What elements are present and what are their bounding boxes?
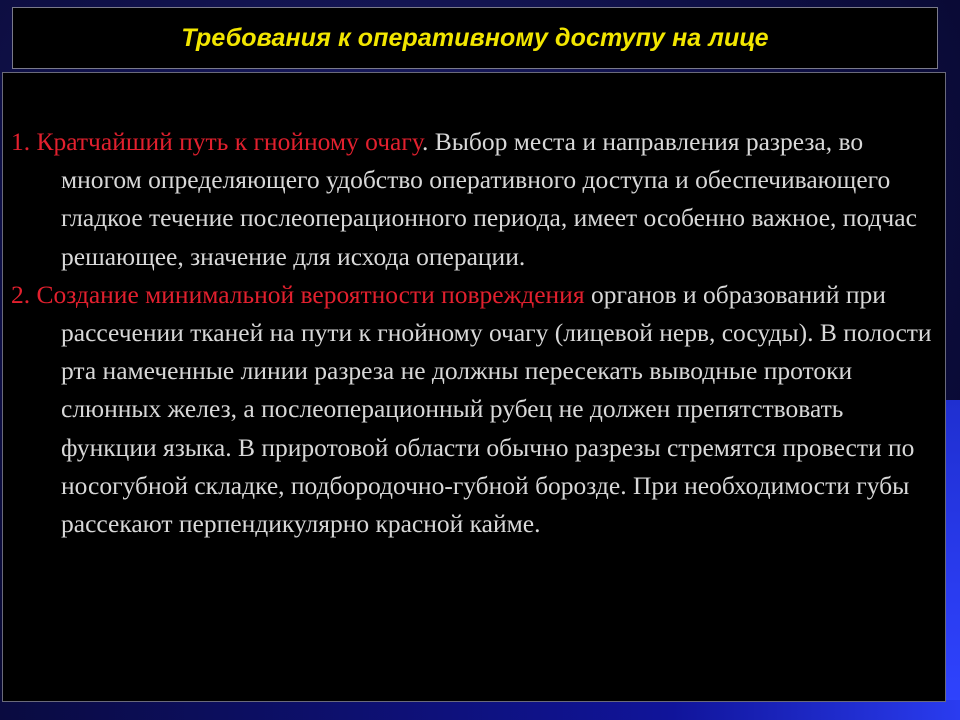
requirement-item-2 <box>11 276 936 543</box>
decorative-bottom-band <box>0 700 960 720</box>
requirement-2-heading: 2. Создание минимальной вероятности повреждения <box>11 279 585 309</box>
slide-title: Требования к оперативному доступу на лице <box>181 23 769 52</box>
slide-content-panel <box>2 72 946 702</box>
requirement-2-body: органов и образований при рассечении тканей на пути к гнойному очагу (лицевой нерв, сосуды). В полости рта намеченные линии разреза не должны пересекать выводные протоки слюнных желез, а послеоперационный рубец не должен препятствовать функции языка. В приротовой области обычно разрезы стремятся провести по носогубной складке, подбородочно-губной борозде. При необходимости губы рассекают перпендикулярно красной кайме. <box>61 279 932 539</box>
slide-title-bar <box>12 7 938 69</box>
requirement-item-1 <box>11 123 936 276</box>
requirement-1-heading: 1. Кратчайший путь к гнойному очагу <box>11 127 423 156</box>
slide-body-text <box>11 123 936 543</box>
decorative-side-stripe <box>946 400 960 720</box>
requirement-1-body: . Выбор места и направления разреза, во многом определяющего удобство оперативного доступа и обеспечивающего гладкое течение послеоперационного периода, имеет особенно важное, подчас решающее, значение для исхода операции. <box>61 127 917 271</box>
